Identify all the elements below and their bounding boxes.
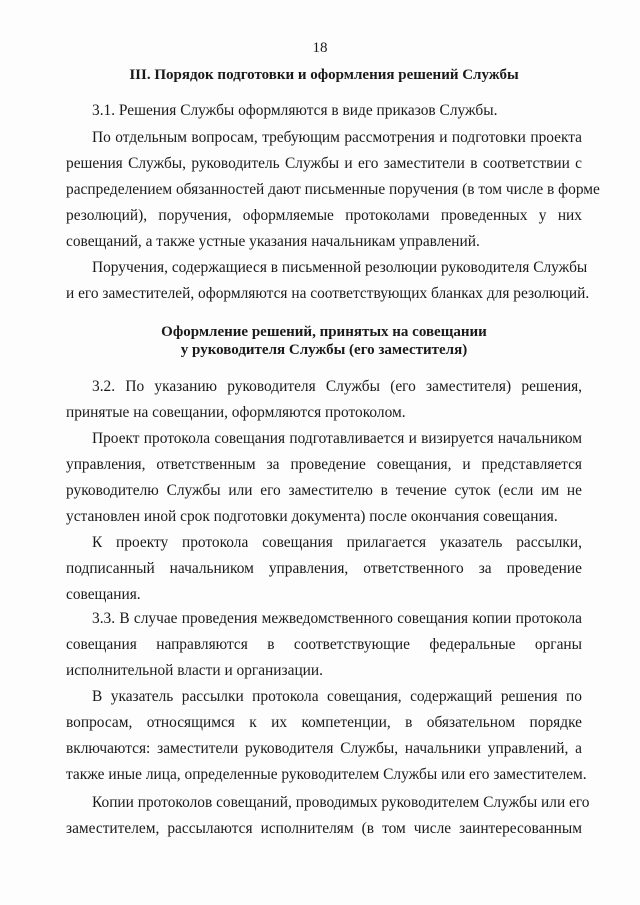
paragraph-line: исполнительной власти и организации. (66, 662, 323, 679)
paragraph-line: включаются: заместители руководителя Службы, начальники управлений, а (66, 740, 582, 757)
paragraph-line: совещания направляются в соответствующие федеральные органы (66, 636, 582, 653)
paragraph-line: принятые на совещании, оформляются протоколом. (66, 404, 406, 421)
paragraph-line: руководителю Службы или его заместителю в течение суток (если им не (66, 482, 582, 499)
paragraph-line: По отдельным вопросам, требующим рассмотрения и подготовки проекта (92, 129, 582, 146)
subheading-line: Оформление решений, принятых на совещании (161, 324, 487, 340)
paragraph-line: Проект протокола совещания подготавливается и визируется начальником (92, 430, 582, 447)
paragraph-line: совещаний, а также устные указания начальникам управлений. (66, 233, 480, 250)
paragraph-line: 3.3. В случае проведения межведомственного совещания копии протокола (92, 610, 582, 627)
paragraph-line: 3.2. По указанию руководителя Службы (его заместителя) решения, (92, 378, 582, 395)
paragraph-line: установлен иной срок подготовки документа) после окончания совещания. (66, 508, 558, 525)
paragraph-line: Копии протоколов совещаний, проводимых руководителем Службы или его (92, 794, 590, 811)
paragraph-line: заместителем, рассылаются исполнителям (в том числе заинтересованным (66, 820, 582, 837)
paragraph-line: распределением обязанностей дают письменные поручения (в том числе в форме (66, 181, 600, 198)
paragraph-line: подписанный начальником управления, ответственного за проведение (66, 560, 582, 577)
paragraph-line: вопросам, относящимся к их компетенции, в обязательном порядке (66, 714, 582, 731)
paragraph-line: резолюций), поручения, оформляемые протоколами проведенных у них (66, 207, 582, 224)
paragraph-line: Поручения, содержащиеся в письменной резолюции руководителя Службы (92, 259, 588, 276)
subheading-line: у руководителя Службы (его заместителя) (180, 342, 468, 358)
paragraph-line: также иные лица, определенные руководителем Службы или его заместителем. (66, 766, 587, 783)
paragraph-line: К проекту протокола совещания прилагается указатель рассылки, (92, 534, 582, 551)
paragraph-line: 3.1. Решения Службы оформляются в виде приказов Службы. (92, 102, 498, 119)
paragraph-line: решения Службы, руководитель Службы и его заместители в соответствии с (66, 155, 582, 172)
paragraph-line: управления, ответственным за проведение совещания, и представляется (66, 456, 582, 473)
paragraph-line: совещания. (66, 586, 141, 603)
page-number: 18 (312, 40, 328, 56)
paragraph-line: В указатель рассылки протокола совещания, содержащий решения по (92, 688, 582, 705)
paragraph-line: и его заместителей, оформляются на соответствующих бланках для резолюций. (66, 285, 590, 302)
section-heading: III. Порядок подготовки и оформления решений Службы (129, 67, 519, 83)
